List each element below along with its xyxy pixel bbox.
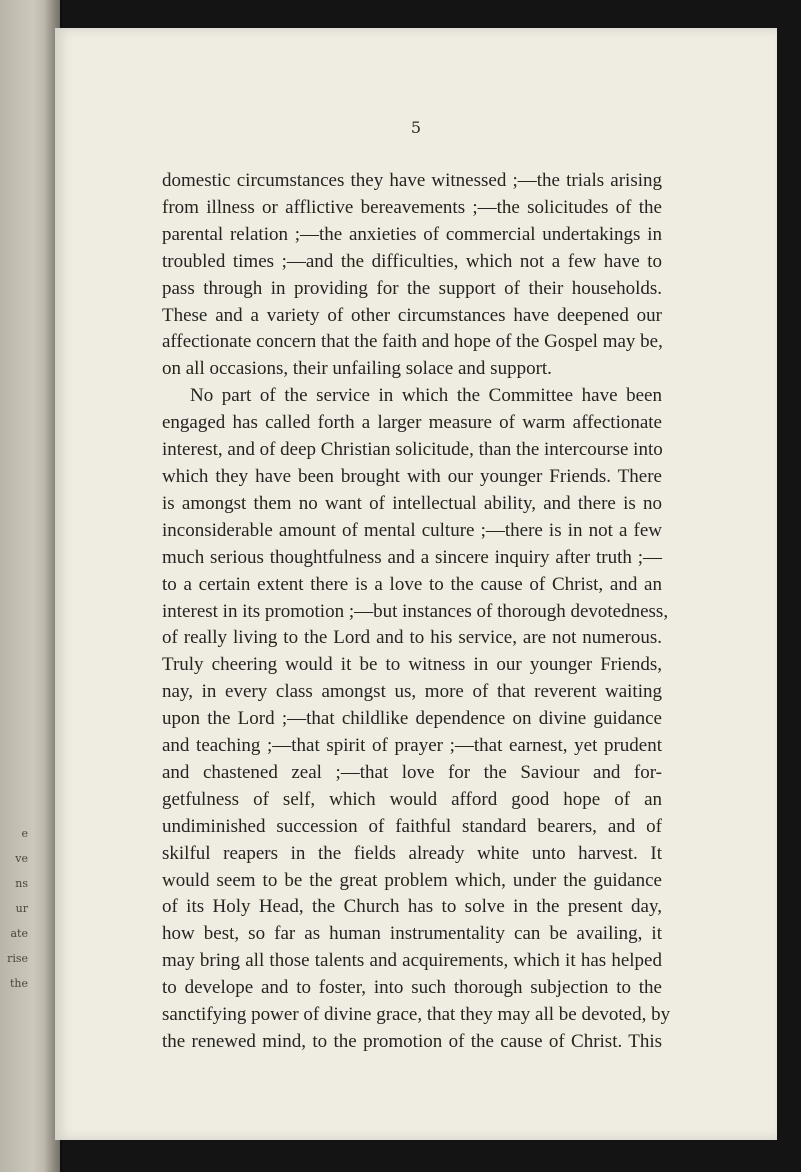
text-line: Truly cheering would it be to witness in our younger Friends, bbox=[162, 654, 662, 676]
text-line: to a certain extent there is a love to the cause of Christ, and an bbox=[162, 573, 662, 595]
page-number: 5 bbox=[410, 118, 422, 137]
text-line: pass through in providing for the support of their households. bbox=[162, 277, 662, 299]
text-line: domestic circumstances they have witnessed ;—the trials arising bbox=[162, 170, 662, 191]
text-line: affectionate concern that the faith and hope of the Gospel may be, bbox=[162, 331, 663, 353]
text-line: on all occasions, their unfailing solace and support. bbox=[162, 358, 552, 380]
text-line: from illness or afflictive bereavements ;—the solicitudes of the bbox=[162, 196, 662, 218]
margin-fragment: rise bbox=[7, 952, 28, 965]
book-page bbox=[55, 28, 777, 1140]
text-line: of really living to the Lord and to his service, are not numerous. bbox=[162, 627, 662, 649]
text-line: No part of the service in which the Committee have been bbox=[190, 385, 662, 407]
text-line: interest, and of deep Christian solicitude, than the intercourse into bbox=[162, 439, 663, 461]
text-line: sanctifying power of divine grace, that they may all be devoted, by bbox=[162, 1004, 671, 1026]
margin-fragment: ns bbox=[15, 877, 28, 890]
text-line: skilful reapers in the fields already white unto harvest. It bbox=[162, 842, 662, 864]
margin-fragment: e bbox=[21, 827, 28, 840]
text-line: These and a variety of other circumstances have deepened our bbox=[162, 304, 662, 326]
text-line: of its Holy Head, the Church has to solve in the present day, bbox=[162, 896, 662, 918]
text-line: upon the Lord ;—that childlike dependence on divine guidance bbox=[162, 708, 662, 730]
text-line: would seem to be the great problem which, under the guidance bbox=[162, 869, 662, 891]
text-line: parental relation ;—the anxieties of commercial undertakings in bbox=[162, 223, 662, 245]
text-line: and chastened zeal ;—that love for the Saviour and for- bbox=[162, 761, 662, 783]
margin-fragment: ve bbox=[15, 852, 28, 865]
text-line: and teaching ;—that spirit of prayer ;—that earnest, yet prudent bbox=[162, 735, 662, 757]
text-line: much serious thoughtfulness and a sincere inquiry after truth ;— bbox=[162, 546, 662, 568]
margin-fragment: ur bbox=[15, 902, 28, 915]
text-line: how best, so far as human instrumentality can be availing, it bbox=[162, 923, 662, 945]
text-line: may bring all those talents and acquirements, which it has helped bbox=[162, 950, 662, 972]
margin-fragment: the bbox=[9, 977, 28, 990]
text-line: to develope and to foster, into such thorough subjection to the bbox=[162, 977, 662, 999]
text-line: which they have been brought with our younger Friends. There bbox=[162, 465, 662, 487]
text-line: interest in its promotion ;—but instances of thorough devotedness, bbox=[162, 600, 669, 622]
text-line: is amongst them no want of intellectual ability, and there is no bbox=[162, 492, 662, 514]
body-text bbox=[162, 168, 671, 1056]
text-line: engaged has called forth a larger measure of warm affectionate bbox=[162, 412, 662, 434]
text-line: troubled times ;—and the difficulties, which not a few have to bbox=[162, 250, 662, 272]
text-line: inconsiderable amount of mental culture ;—there is in not a few bbox=[162, 519, 662, 541]
text-line: nay, in every class amongst us, more of that reverent waiting bbox=[162, 681, 662, 703]
margin-fragment: ate bbox=[10, 927, 28, 940]
text-line: the renewed mind, to the promotion of the cause of Christ. This bbox=[162, 1031, 662, 1052]
text-line: getfulness of self, which would afford good hope of an bbox=[162, 788, 662, 810]
text-line: undiminished succession of faithful standard bearers, and of bbox=[162, 815, 662, 837]
